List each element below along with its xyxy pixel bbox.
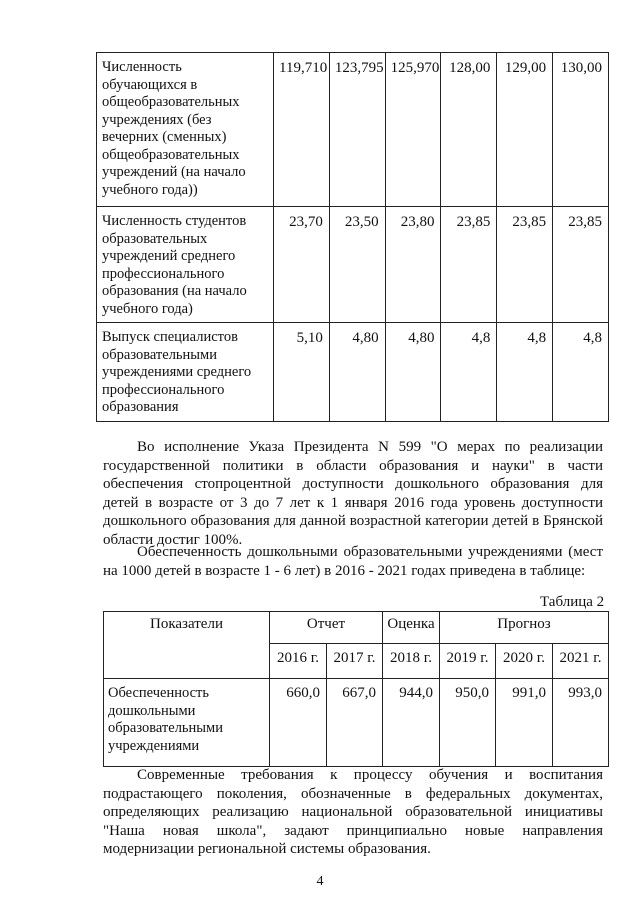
header-year: 2017 г.: [327, 644, 383, 679]
table-cell: 991,0: [496, 679, 553, 767]
row-label: Выпуск специалистов образовательными учреждениями среднего профессионального образования: [97, 323, 274, 422]
page-number: 4: [316, 874, 324, 889]
row-label: Численность студентов образовательных учреждений среднего профессионального образования (на начало учебного года): [97, 207, 274, 323]
table-cell: 4,8: [497, 323, 553, 422]
table-cell: 123,795: [329, 53, 385, 207]
table-cell: 4,8: [553, 323, 609, 422]
table-cell: 23,70: [274, 207, 330, 323]
table-cell: 4,8: [441, 323, 497, 422]
indicators-table: [96, 52, 609, 422]
table-cell: 944,0: [383, 679, 440, 767]
table-row: [104, 679, 609, 767]
row-label: Численность обучающихся в общеобразовательных учреждениях (без вечерних (сменных) общеобразовательных учреждений (на начало учебного года)): [97, 53, 274, 207]
table-row: [97, 53, 609, 207]
table-cell: 130,00: [553, 53, 609, 207]
table-cell: 125,970: [385, 53, 441, 207]
table-header-row: [104, 612, 609, 644]
table-cell: 119,710: [274, 53, 330, 207]
paragraph-provision-intro: Обеспеченность дошкольными образовательными учреждениями (мест на 1000 детей в возрасте 1 - 6 лет) в 2016 - 2021 годах приведена в таблице:: [103, 544, 603, 579]
header-indicators: Показатели: [104, 612, 270, 679]
table-row: [97, 207, 609, 323]
paragraph-decree: Во исполнение Указа Президента N 599 "О мерах по реализации государственной политики в области образования и науки" в части обеспечения стопроцентной доступности дошкольного образования для детей в возрасте от 3 до 7 лет к 1 января 2016 года уровень доступности дошкольного образования для данной возрастной категории детей в Брянской области достиг 100%.: [103, 439, 603, 548]
paragraph-requirements: Современные требования к процессу обучения и воспитания подрастающего поколения, обозначенные в федеральных документах, определяющих реализацию национальной образовательной инициативы "Наша новая школа", задают принципиально новые направления модернизации региональной системы образования.: [103, 767, 603, 857]
row-label: Обеспеченность дошкольными образовательными учреждениями: [104, 679, 270, 767]
table-cell: 23,85: [497, 207, 553, 323]
table-cell: 4,80: [329, 323, 385, 422]
table-cell: 667,0: [327, 679, 383, 767]
header-forecast: Прогноз: [440, 612, 609, 644]
table-cell: 23,80: [385, 207, 441, 323]
table-cell: 23,85: [441, 207, 497, 323]
header-year: 2016 г.: [270, 644, 327, 679]
header-report: Отчет: [270, 612, 383, 644]
header-estimate: Оценка: [383, 612, 440, 644]
table-cell: 993,0: [553, 679, 609, 767]
table-cell: 5,10: [274, 323, 330, 422]
table-cell: 23,50: [329, 207, 385, 323]
table-row: [97, 323, 609, 422]
provision-table: [103, 611, 609, 767]
header-year: 2021 г.: [553, 644, 609, 679]
table-cell: 129,00: [497, 53, 553, 207]
table-cell: 4,80: [385, 323, 441, 422]
table-caption: Таблица 2: [540, 594, 605, 610]
table-cell: 23,85: [553, 207, 609, 323]
table-cell: 950,0: [440, 679, 496, 767]
header-year: 2018 г.: [383, 644, 440, 679]
header-year: 2019 г.: [440, 644, 496, 679]
table-cell: 660,0: [270, 679, 327, 767]
header-year: 2020 г.: [496, 644, 553, 679]
table-cell: 128,00: [441, 53, 497, 207]
